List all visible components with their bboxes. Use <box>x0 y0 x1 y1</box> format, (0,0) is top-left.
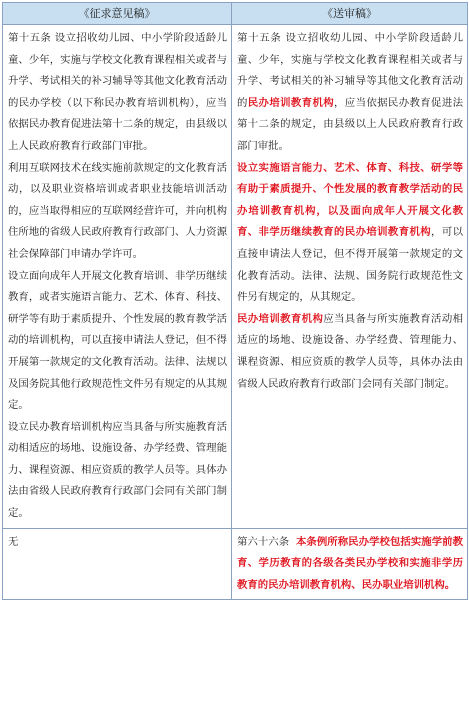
review-p2-text: ，可以直接申请法人登记，但不得开展第一款规定的文化教育活动。法律、法规、国务院行政规范性文件另有规定的，从其规定。 <box>237 226 463 304</box>
review-p3-highlight: 民办培训教育机构 <box>237 312 324 325</box>
comparison-table <box>2 2 468 600</box>
comment-paragraph-3: 设立面向成年人开展文化教育培训、非学历继续教育，或者实施语言能力、艺术、体育、科技、研学等有助于素质提升、个性发展的教育教学活动的培训机构，可以直接申请法人登记，但不得开展第一款规定的文化教育活动。法律、法规以及国务院其他行政规范性文件另有规定的从其规定。 <box>8 269 227 412</box>
comment-draft-none: 无 <box>3 528 232 600</box>
review-paragraph-1 <box>237 28 463 158</box>
article-66-row <box>3 528 468 600</box>
article-15-row <box>3 25 468 529</box>
comment-paragraph-1: 第十五条 设立招收幼儿园、中小学阶段适龄儿童、少年，实施与学校文化教育课程相关或者与升学、考试相关的补习辅导等其他文化教育活动的民办学校（以下称民办教育培训机构），应当依据民办教育促进法第十二条的规定，由县级以上人民政府教育行政部门审批。 <box>8 32 227 152</box>
review-draft-article-15 <box>232 25 468 529</box>
header-draft-for-comment: 《征求意见稿》 <box>3 3 232 25</box>
header-draft-for-review: 《送审稿》 <box>232 3 468 25</box>
review-article-66 <box>237 532 463 597</box>
review-paragraph-2 <box>237 158 463 309</box>
article-66-highlight: 本条例所称民办学校包括实施学前教育、学历教育的各级各类民办学校和实施非学历教育的民办培训教育机构、民办职业培训机构。 <box>237 535 464 591</box>
comment-draft-article-15 <box>3 25 232 529</box>
review-paragraph-3 <box>237 309 463 395</box>
comment-paragraph-2: 利用互联网技术在线实施前款规定的文化教育活动，以及职业资格培训或者职业技能培训活动的，应当取得相应的互联网经营许可，并向机构住所地的省级人民政府教育行政部门、人力资源社会保障部门申请办学许可。 <box>8 161 227 260</box>
review-p2-highlight: 设立实施语言能力、艺术、体育、科技、研学等有助于素质提升、个性发展的教育教学活动的民办培训教育机构，以及面向成年人开展文化教育、非学历继续教育的民办培训教育机构 <box>237 161 463 239</box>
article-66-number: 第六十六条 <box>237 535 290 548</box>
review-p1-text-b: ，应当依据民办教育促进法第十二条的规定，由县级以上人民政府教育行政部门审批。 <box>237 96 464 152</box>
review-p1-text-a: 第十五条 设立招收幼儿园、中小学阶段适龄儿童、少年，实施与学校文化教育课程相关或者与升学、考试相关的补习辅导等其他文化教育活动的 <box>237 32 463 109</box>
header-row <box>3 3 468 25</box>
review-p1-highlight: 民办培训教育机构 <box>247 96 335 109</box>
review-draft-article-66 <box>232 528 468 600</box>
comment-paragraph-4: 设立民办教育培训机构应当具备与所实施教育活动相适应的场地、设施设备、办学经费、管理能力、课程资源、相应资质的教学人员等。具体办法由省级人民政府教育行政部门会同有关部门制定。 <box>8 420 227 520</box>
review-p3-text: 应当具备与所实施教育活动相适应的场地、设施设备、办学经费、管理能力、课程资源、相应资质的教学人员等，具体办法由省级人民政府教育行政部门会同有关部门制定。 <box>237 312 464 390</box>
